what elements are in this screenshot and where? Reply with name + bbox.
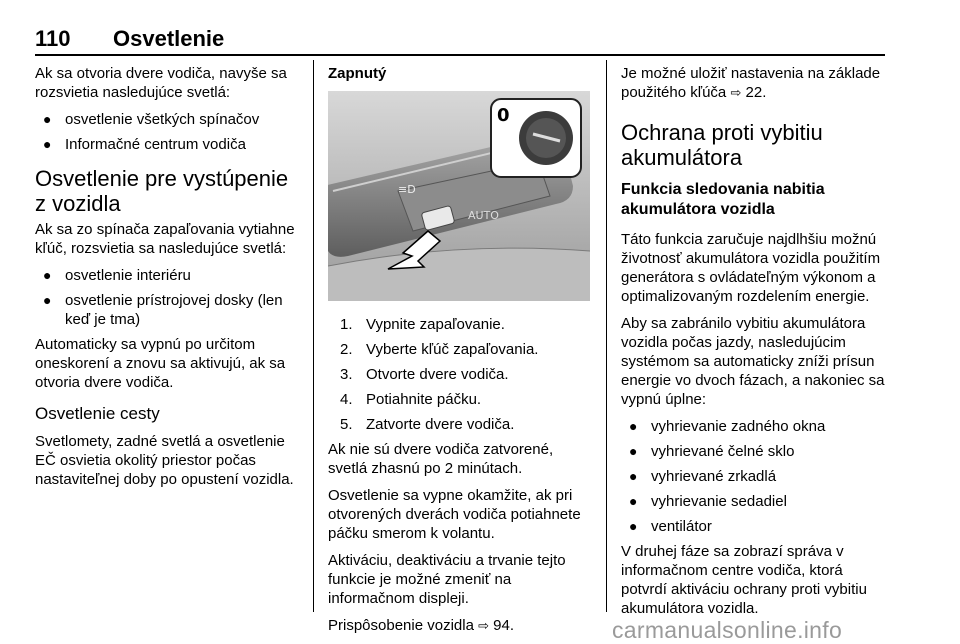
page-number: 110 — [35, 26, 71, 51]
column-2 — [328, 64, 593, 643]
section-heading: Osvetlenie pre vystúpenie z vozidla — [35, 166, 289, 216]
switch-position-label: 0 — [497, 105, 510, 126]
svg-text:≡D: ≡D — [398, 183, 416, 196]
paragraph: Osvetlenie sa vypne okamžite, ak pri otvorených dverách vodiča potiahnete páčku smerom k volantu. — [328, 487, 581, 542]
svg-text:AUTO: AUTO — [468, 209, 499, 222]
subhead-zapnuty: Zapnutý — [328, 65, 387, 82]
paragraph: Aktiváciu, deaktiváciu a trvanie tejto funkcie je možné zmeniť na informačnom displeji. — [328, 552, 566, 607]
list-item: ● vyhrievanie sedadiel — [629, 493, 787, 510]
paragraph: Ak nie sú dvere vodiča zatvorené, svetlá zhasnú po 2 minútach. — [328, 441, 554, 477]
bullet-icon: ● — [43, 292, 52, 308]
numbered-steps — [328, 315, 593, 434]
cross-reference: Je možné uložiť nastavenia na základe použitého kľúča ⇨ 22. — [621, 65, 881, 101]
list-item: 2. Vyberte kľúč zapaľovania. — [340, 341, 539, 358]
bullet-icon: ● — [43, 136, 52, 152]
column-1 — [35, 64, 300, 497]
cross-reference: Prispôsobenie vozidla ⇨ 94. — [328, 617, 515, 634]
list-item: 3. Otvorte dvere vodiča. — [340, 366, 509, 383]
list-item: ● osvetlenie všetkých spínačov — [43, 111, 260, 128]
bullet-icon: ● — [43, 111, 52, 127]
list-item: ● osvetlenie prístrojovej dosky (len keď je tma) — [43, 292, 283, 328]
subsection-heading: Funkcia sledovania nabitia akumulátora vozidla — [621, 181, 825, 218]
watermark: carmanualsonline.info — [612, 617, 843, 643]
light-stalk-figure — [328, 91, 590, 301]
list-item: ● vyhrievanie zadného okna — [629, 418, 826, 435]
list-item: ● ventilátor — [629, 518, 712, 535]
bullet-icon: ● — [629, 443, 638, 459]
page-ref-arrow-icon: ⇨ — [478, 618, 489, 633]
section-heading: Ochrana proti vybitiu akumulátora — [621, 120, 823, 170]
paragraph: Svetlomety, zadné svetlá a osvetlenie EČ osvietia okolitý priestor počas nastaviteľnej doby po opustení vozidla. — [35, 433, 294, 488]
bullet-list-3 — [621, 417, 887, 536]
list-item: ● vyhrievané čelné sklo — [629, 443, 795, 460]
column-divider-1 — [313, 60, 314, 612]
header-rule — [35, 54, 885, 56]
page-ref-arrow-icon: ⇨ — [730, 85, 742, 100]
paragraph: Táto funkcia zaručuje najdlhšiu možnú životnosť akumulátora vozidla použitím generátora s ovládateľným výkonom a optimalizovaným rozdelením energie. — [621, 231, 881, 305]
list-item: ● vyhrievané zrkadlá — [629, 468, 777, 485]
list-item: 5. Zatvorte dvere vodiča. — [340, 416, 515, 433]
paragraph: Automaticky sa vypnú po určitom oneskorení a znovu sa aktivujú, ak sa otvoria dvere vodiča. — [35, 336, 286, 391]
bullet-list-2 — [35, 266, 300, 329]
page-header — [35, 26, 885, 54]
paragraph: Ak sa zo spínača zapaľovania vytiahne kľúč, rozsvietia sa nasledujúce svetlá: — [35, 221, 295, 257]
chapter-title: Osvetlenie — [113, 26, 225, 51]
list-item: 4. Potiahnite páčku. — [340, 391, 482, 408]
bullet-icon: ● — [629, 418, 638, 434]
page-ref-link[interactable]: 94. — [493, 617, 515, 634]
bullet-icon: ● — [43, 267, 52, 283]
subsection-heading: Osvetlenie cesty — [35, 404, 160, 423]
bullet-list-1 — [35, 110, 300, 154]
column-3 — [621, 64, 887, 626]
column-divider-2 — [606, 60, 607, 612]
list-item: ● Informačné centrum vodiča — [43, 136, 246, 153]
list-item: ● osvetlenie interiéru — [43, 267, 191, 284]
page-ref-link[interactable]: 22. — [745, 84, 767, 101]
bullet-icon: ● — [629, 493, 638, 509]
list-item: 1. Vypnite zapaľovanie. — [340, 316, 505, 333]
intro-paragraph: Ak sa otvoria dvere vodiča, navyše sa rozsvietia nasledujúce svetlá: — [35, 65, 287, 101]
bullet-icon: ● — [629, 468, 638, 484]
paragraph: V druhej fáze sa zobrazí správa v informačnom centre vodiča, ktorá potvrdí aktiváciu ochrany proti vybitiu akumulátora vozidla. — [621, 543, 867, 617]
stalk-illustration — [328, 91, 590, 301]
bullet-icon: ● — [629, 518, 638, 534]
paragraph: Aby sa zabránilo vybitiu akumulátora vozidla počas jazdy, nasledujúcim systémom sa automaticky zníži prísun energie vo dvoch fázach, a nakoniec sa vypnú úplne: — [621, 315, 885, 408]
